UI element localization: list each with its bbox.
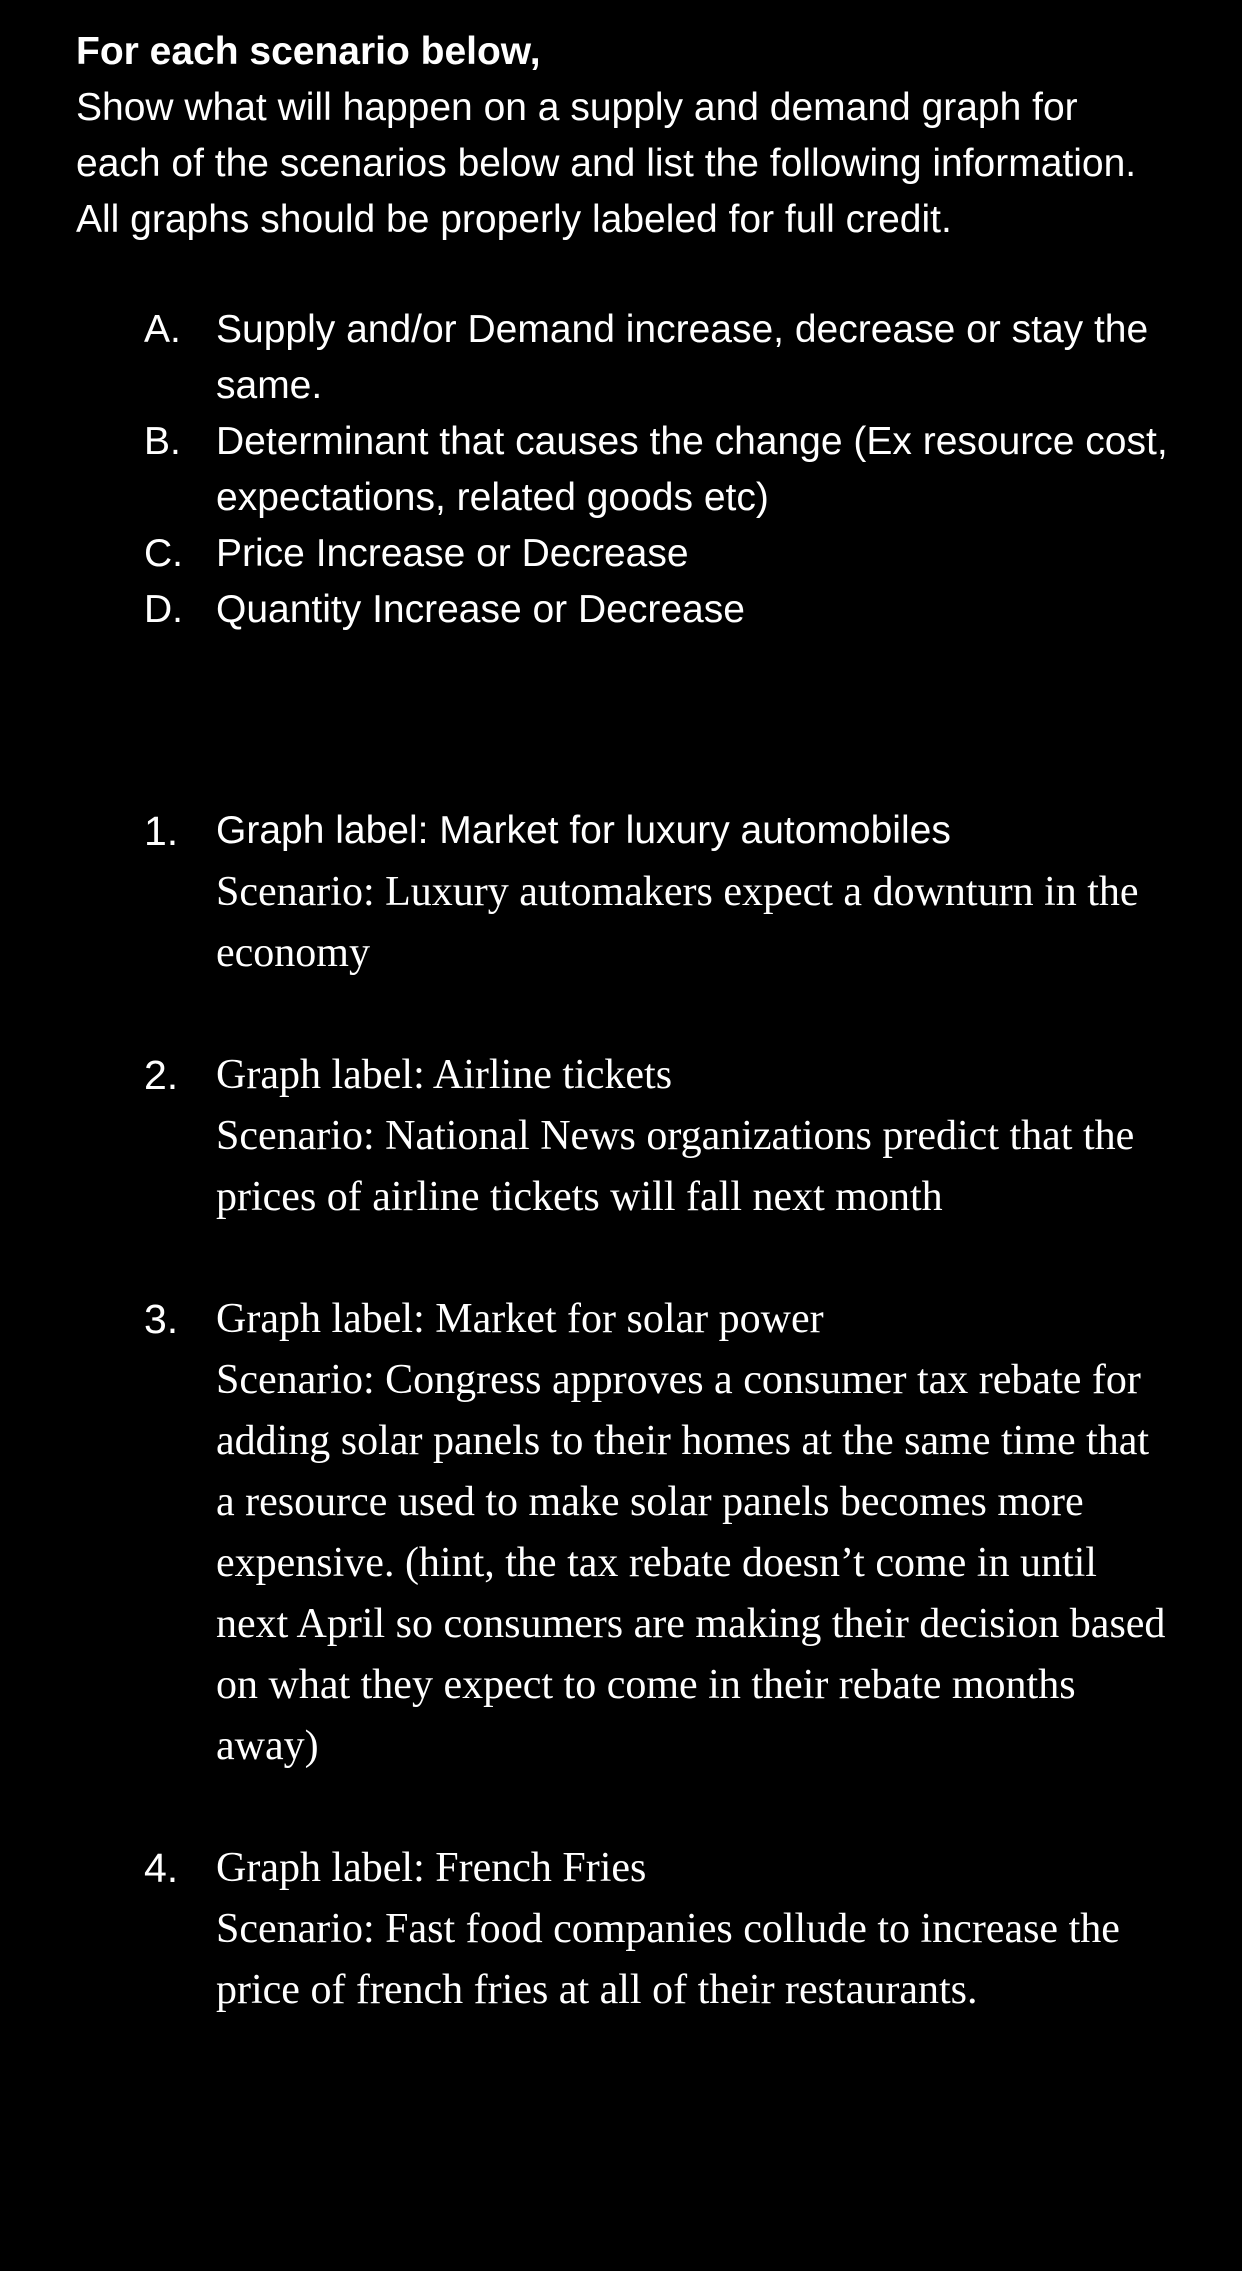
scenario-text: Scenario: National News organizations predict that the prices of airline tickets will fall next month <box>216 1113 1135 1220</box>
scenario-text: Scenario: Luxury automakers expect a downturn in the economy <box>216 869 1139 976</box>
intro-paragraph: Show what will happen on a supply and demand graph for each of the scenarios below and list the following information. All graphs should be properly labeled for full credit. <box>76 86 1137 241</box>
scenario-item-3 <box>76 1288 1176 1777</box>
instruction-item-d <box>76 582 1176 638</box>
instruction-text: Price Increase or Decrease <box>216 532 689 575</box>
page-heading: For each scenario below, <box>76 30 541 73</box>
graph-label: Graph label: Market for luxury automobiles <box>216 809 951 852</box>
instruction-item-b <box>76 414 1176 526</box>
graph-label: Graph label: Airline tickets <box>216 1052 673 1098</box>
scenario-number: 1. <box>144 808 179 854</box>
instruction-marker: D. <box>144 588 183 631</box>
instruction-list <box>76 302 1176 638</box>
graph-label: Graph label: Market for solar power <box>216 1296 824 1342</box>
scenario-item-2 <box>76 1044 1176 1228</box>
scenario-number: 4. <box>144 1845 179 1891</box>
scenario-list <box>76 800 1176 2081</box>
instruction-text: Quantity Increase or Decrease <box>216 588 745 631</box>
instruction-marker: A. <box>144 308 181 351</box>
scenario-item-1 <box>76 800 1176 984</box>
scenario-text: Scenario: Fast food companies collude to increase the price of french fries at all of their restaurants. <box>216 1906 1120 2013</box>
graph-label: Graph label: French Fries <box>216 1845 647 1891</box>
instruction-text: Supply and/or Demand increase, decrease or stay the same. <box>216 308 1149 407</box>
instruction-marker: C. <box>144 532 183 575</box>
instruction-text: Determinant that causes the change (Ex resource cost, expectations, related goods etc) <box>216 420 1168 519</box>
instruction-marker: B. <box>144 420 181 463</box>
scenario-item-4 <box>76 1837 1176 2021</box>
scenario-number: 3. <box>144 1296 179 1342</box>
scenario-text: Scenario: Congress approves a consumer tax rebate for adding solar panels to their homes at the same time that a resource used to make solar panels becomes more expensive. (hint, the tax rebate doesn’t come in until next April so consumers are making their decision based on what they expect to come in their rebate months away) <box>216 1357 1166 1769</box>
scenario-number: 2. <box>144 1052 179 1098</box>
instruction-item-a <box>76 302 1176 414</box>
instruction-item-c <box>76 526 1176 582</box>
